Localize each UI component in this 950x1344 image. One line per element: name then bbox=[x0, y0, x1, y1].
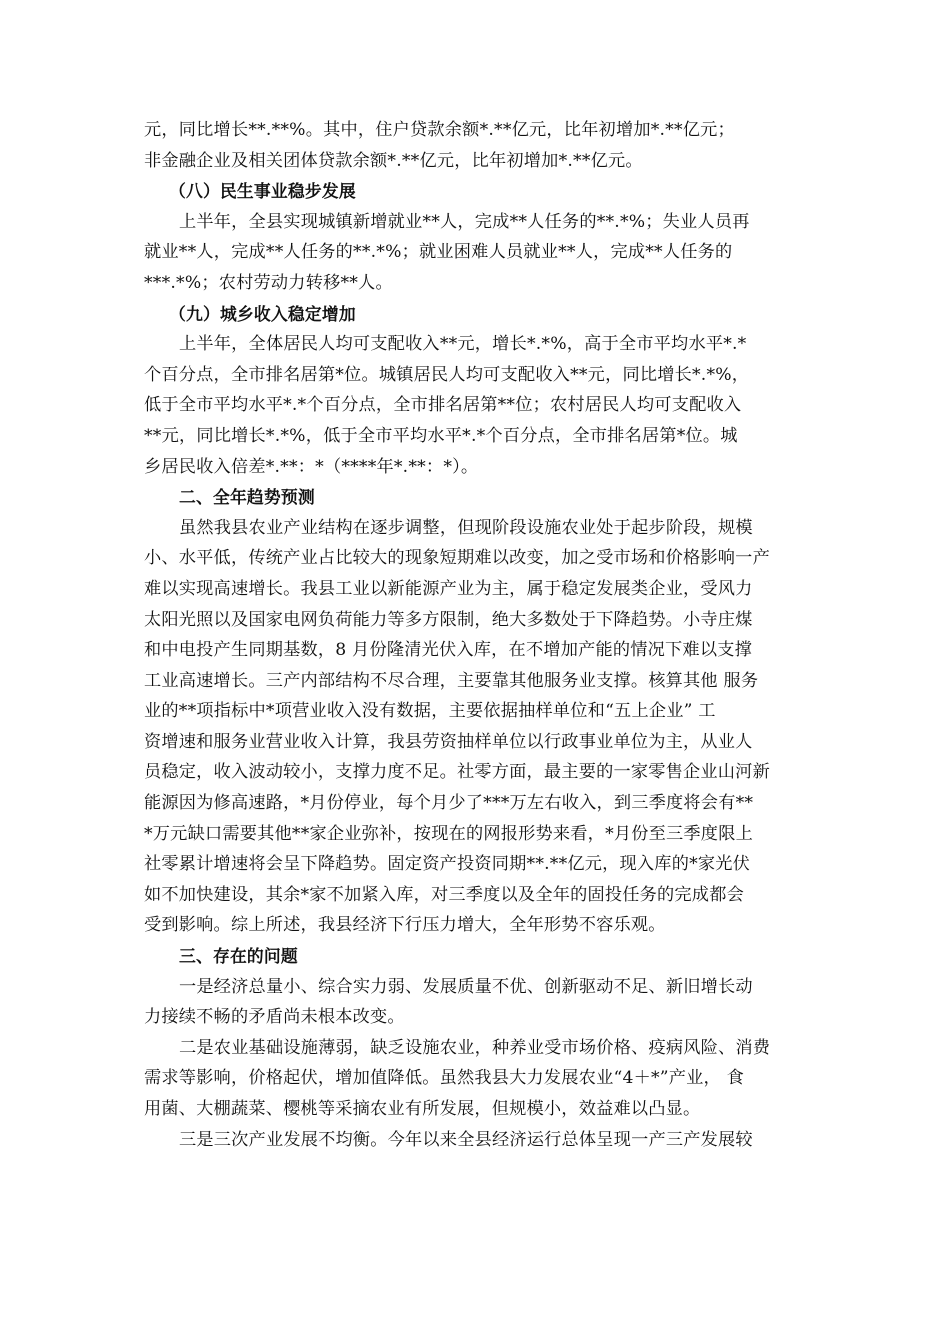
text-line: 元，同比增长**.**%。其中，住户贷款余额*.**亿元，比年初增加*.**亿元； bbox=[144, 120, 735, 140]
text-line: 小、水平低，传统产业占比较大的现象短期难以改变，加之受市场和价格影响一产 bbox=[144, 548, 770, 569]
text-line: 和中电投产生同期基数，8 月份隆清光伏入库，在不增加产能的情况下难以支撑 bbox=[144, 640, 752, 661]
text-line: 非金融企业及相关团体贷款余额*.**亿元，比年初增加*.**亿元。 bbox=[144, 150, 643, 171]
paragraph-start: 上半年，全体居民人均可支配收入**元，增长*.*%，高于全市平均水平*.* bbox=[179, 334, 747, 355]
paragraph-start: 二是农业基础设施薄弱，缺乏设施农业，种养业受市场价格、疫病风险、消费 bbox=[179, 1037, 771, 1058]
chapter-heading-3: 三、存在的问题 bbox=[179, 946, 298, 967]
text-line: 如不加快建设，其余*家不加紧入库，对三季度以及全年的固投任务的完成都会 bbox=[144, 884, 744, 905]
text-line: 力接续不畅的矛盾尚未根本改变。 bbox=[144, 1007, 405, 1028]
text-line: 需求等影响，价格起伏，增加值降低。虽然我县大力发展农业“4＋*”产业， 食 bbox=[144, 1068, 744, 1089]
text-line: **元，同比增长*.*%，低于全市平均水平*.*个百分点，全市排名居第*位。城 bbox=[144, 425, 738, 446]
text-line: 用菌、大棚蔬菜、樱桃等采摘农业有所发展，但规模小，效益难以凸显。 bbox=[144, 1099, 701, 1119]
text-line: 乡居民收入倍差*.**：*（****年*.**：*）。 bbox=[144, 456, 479, 477]
text-line: ***.*%；农村劳动力转移**人。 bbox=[144, 272, 393, 293]
text-line: 能源因为修高速路，*月份停业，每个月少了***万左右收入，到三季度将会有** bbox=[144, 793, 754, 814]
text-line: 个百分点，全市排名居第*位。城镇居民人均可支配收入**元，同比增长*.*%， bbox=[144, 364, 750, 385]
text-line: *万元缺口需要其他**家企业弥补，按现在的网报形势来看，*月份至三季度限上 bbox=[144, 823, 753, 844]
section-heading-9: （九）城乡收入稳定增加 bbox=[169, 303, 356, 324]
chapter-heading-2: 二、全年趋势预测 bbox=[179, 487, 315, 508]
paragraph-start: 一是经济总量小、综合实力弱、发展质量不优、创新驱动不足、新旧增长动 bbox=[179, 976, 753, 997]
paragraph-start: 三是三次产业发展不均衡。今年以来全县经济运行总体呈现一产三产发展较 bbox=[179, 1129, 753, 1150]
text-line: 资增速和服务业营业收入计算，我县劳资抽样单位以行政事业单位为主，从业人 bbox=[144, 731, 753, 752]
text-line: 低于全市平均水平*.*个百分点，全市排名居第**位；农村居民人均可支配收入 bbox=[144, 395, 742, 416]
section-heading-8: （八）民生事业稳步发展 bbox=[169, 181, 356, 202]
text-line: 业的**项指标中*项营业收入没有数据，主要依据抽样单位和“五上企业” 工 bbox=[144, 701, 716, 722]
document-page bbox=[144, 115, 808, 1155]
text-line: 工业高速增长。三产内部结构不尽合理，主要靠其他服务业支撑。核算其他 服务 bbox=[144, 670, 759, 691]
text-line: 就业**人，完成**人任务的**.*%；就业困难人员就业**人，完成**人任务的 bbox=[144, 242, 733, 263]
text-line: 社零累计增速将会呈下降趋势。固定资产投资同期**.**亿元，现入库的*家光伏 bbox=[144, 854, 751, 875]
paragraph-start: 上半年，全县实现城镇新增就业**人，完成**人任务的**.*%；失业人员再 bbox=[179, 211, 750, 232]
text-line: 难以实现高速增长。我县工业以新能源产业为主，属于稳定发展类企业，受风力 bbox=[144, 578, 753, 599]
text-line: 受到影响。综上所述，我县经济下行压力增大，全年形势不容乐观。 bbox=[144, 915, 666, 936]
paragraph-start: 虽然我县农业产业结构在逐步调整，但现阶段设施农业处于起步阶段，规模 bbox=[179, 517, 753, 538]
text-line: 员稳定，收入波动较小，支撑力度不足。社零方面，最主要的一家零售企业山河新 bbox=[144, 762, 770, 783]
text-line: 太阳光照以及国家电网负荷能力等多方限制，绝大多数处于下降趋势。小寺庄煤 bbox=[144, 609, 753, 630]
